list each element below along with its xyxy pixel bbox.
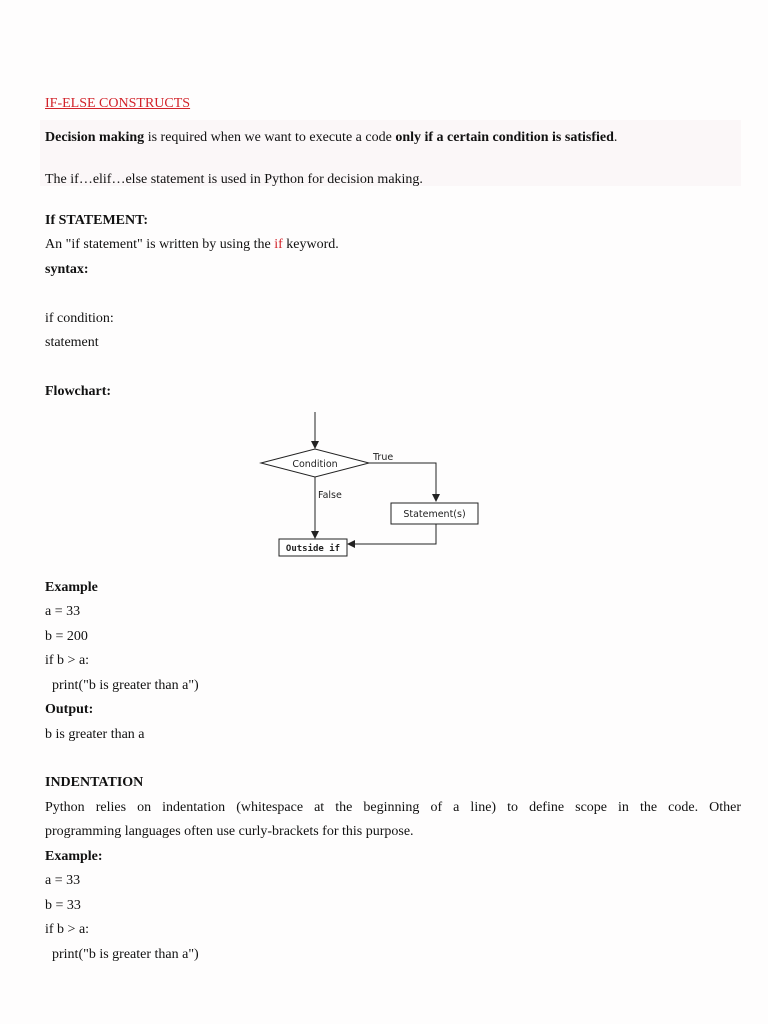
indentation-paragraph-line-2: programming languages often use curly-brackets for this purpose. (45, 824, 414, 839)
page-heading: IF-ELSE CONSTRUCTS (45, 96, 191, 111)
code-line: b = 33 (45, 898, 81, 913)
statement-label: Statement(s) (403, 509, 466, 520)
syntax-line: if condition: (45, 311, 114, 326)
syntax-label: syntax: (45, 262, 89, 277)
flowchart-label: Flowchart: (45, 384, 112, 399)
intro-paragraph-1 (45, 129, 617, 147)
intro-paragraph-2: The if…elif…else statement is used in Python for decision making. (45, 172, 423, 187)
if-flowchart (255, 408, 485, 560)
true-branch-arrow (369, 463, 436, 501)
indentation-paragraph-line-1: Python relies on indentation (whitespace at the beginning of a line) to define scope in the code. Other (45, 800, 741, 815)
condition-label: Condition (292, 459, 338, 470)
intro-bold-decision-making: Decision making (45, 130, 145, 145)
if-keyword: if (274, 237, 283, 252)
code-line: print("b is greater than a") (45, 947, 199, 962)
code-line: a = 33 (45, 604, 81, 619)
intro-bold-condition: only if a certain condition is satisfied (395, 130, 614, 145)
false-label: False (318, 490, 342, 501)
example-label: Example: (45, 849, 103, 864)
true-label: True (373, 452, 394, 463)
syntax-line: statement (45, 335, 99, 350)
code-line: print("b is greater than a") (45, 678, 199, 693)
example-label: Example (45, 580, 98, 595)
code-line: b = 200 (45, 629, 88, 644)
output-text: b is greater than a (45, 727, 145, 742)
statement-return-arrow (348, 524, 436, 544)
code-line: a = 33 (45, 873, 81, 888)
if-statement-description (45, 236, 339, 254)
code-line: if b > a: (45, 653, 90, 668)
output-label: Output: (45, 702, 94, 717)
intro-text-1: is required when we want to execute a code (144, 130, 396, 145)
code-line: if b > a: (45, 922, 90, 937)
indentation-heading: INDENTATION (45, 775, 144, 790)
if-statement-heading: If STATEMENT: (45, 213, 149, 228)
desc-after: keyword. (282, 237, 339, 252)
intro-text-2: . (613, 130, 618, 145)
desc-before: An "if statement" is written by using the (45, 237, 275, 252)
outside-if-label: Outside if (285, 544, 341, 554)
